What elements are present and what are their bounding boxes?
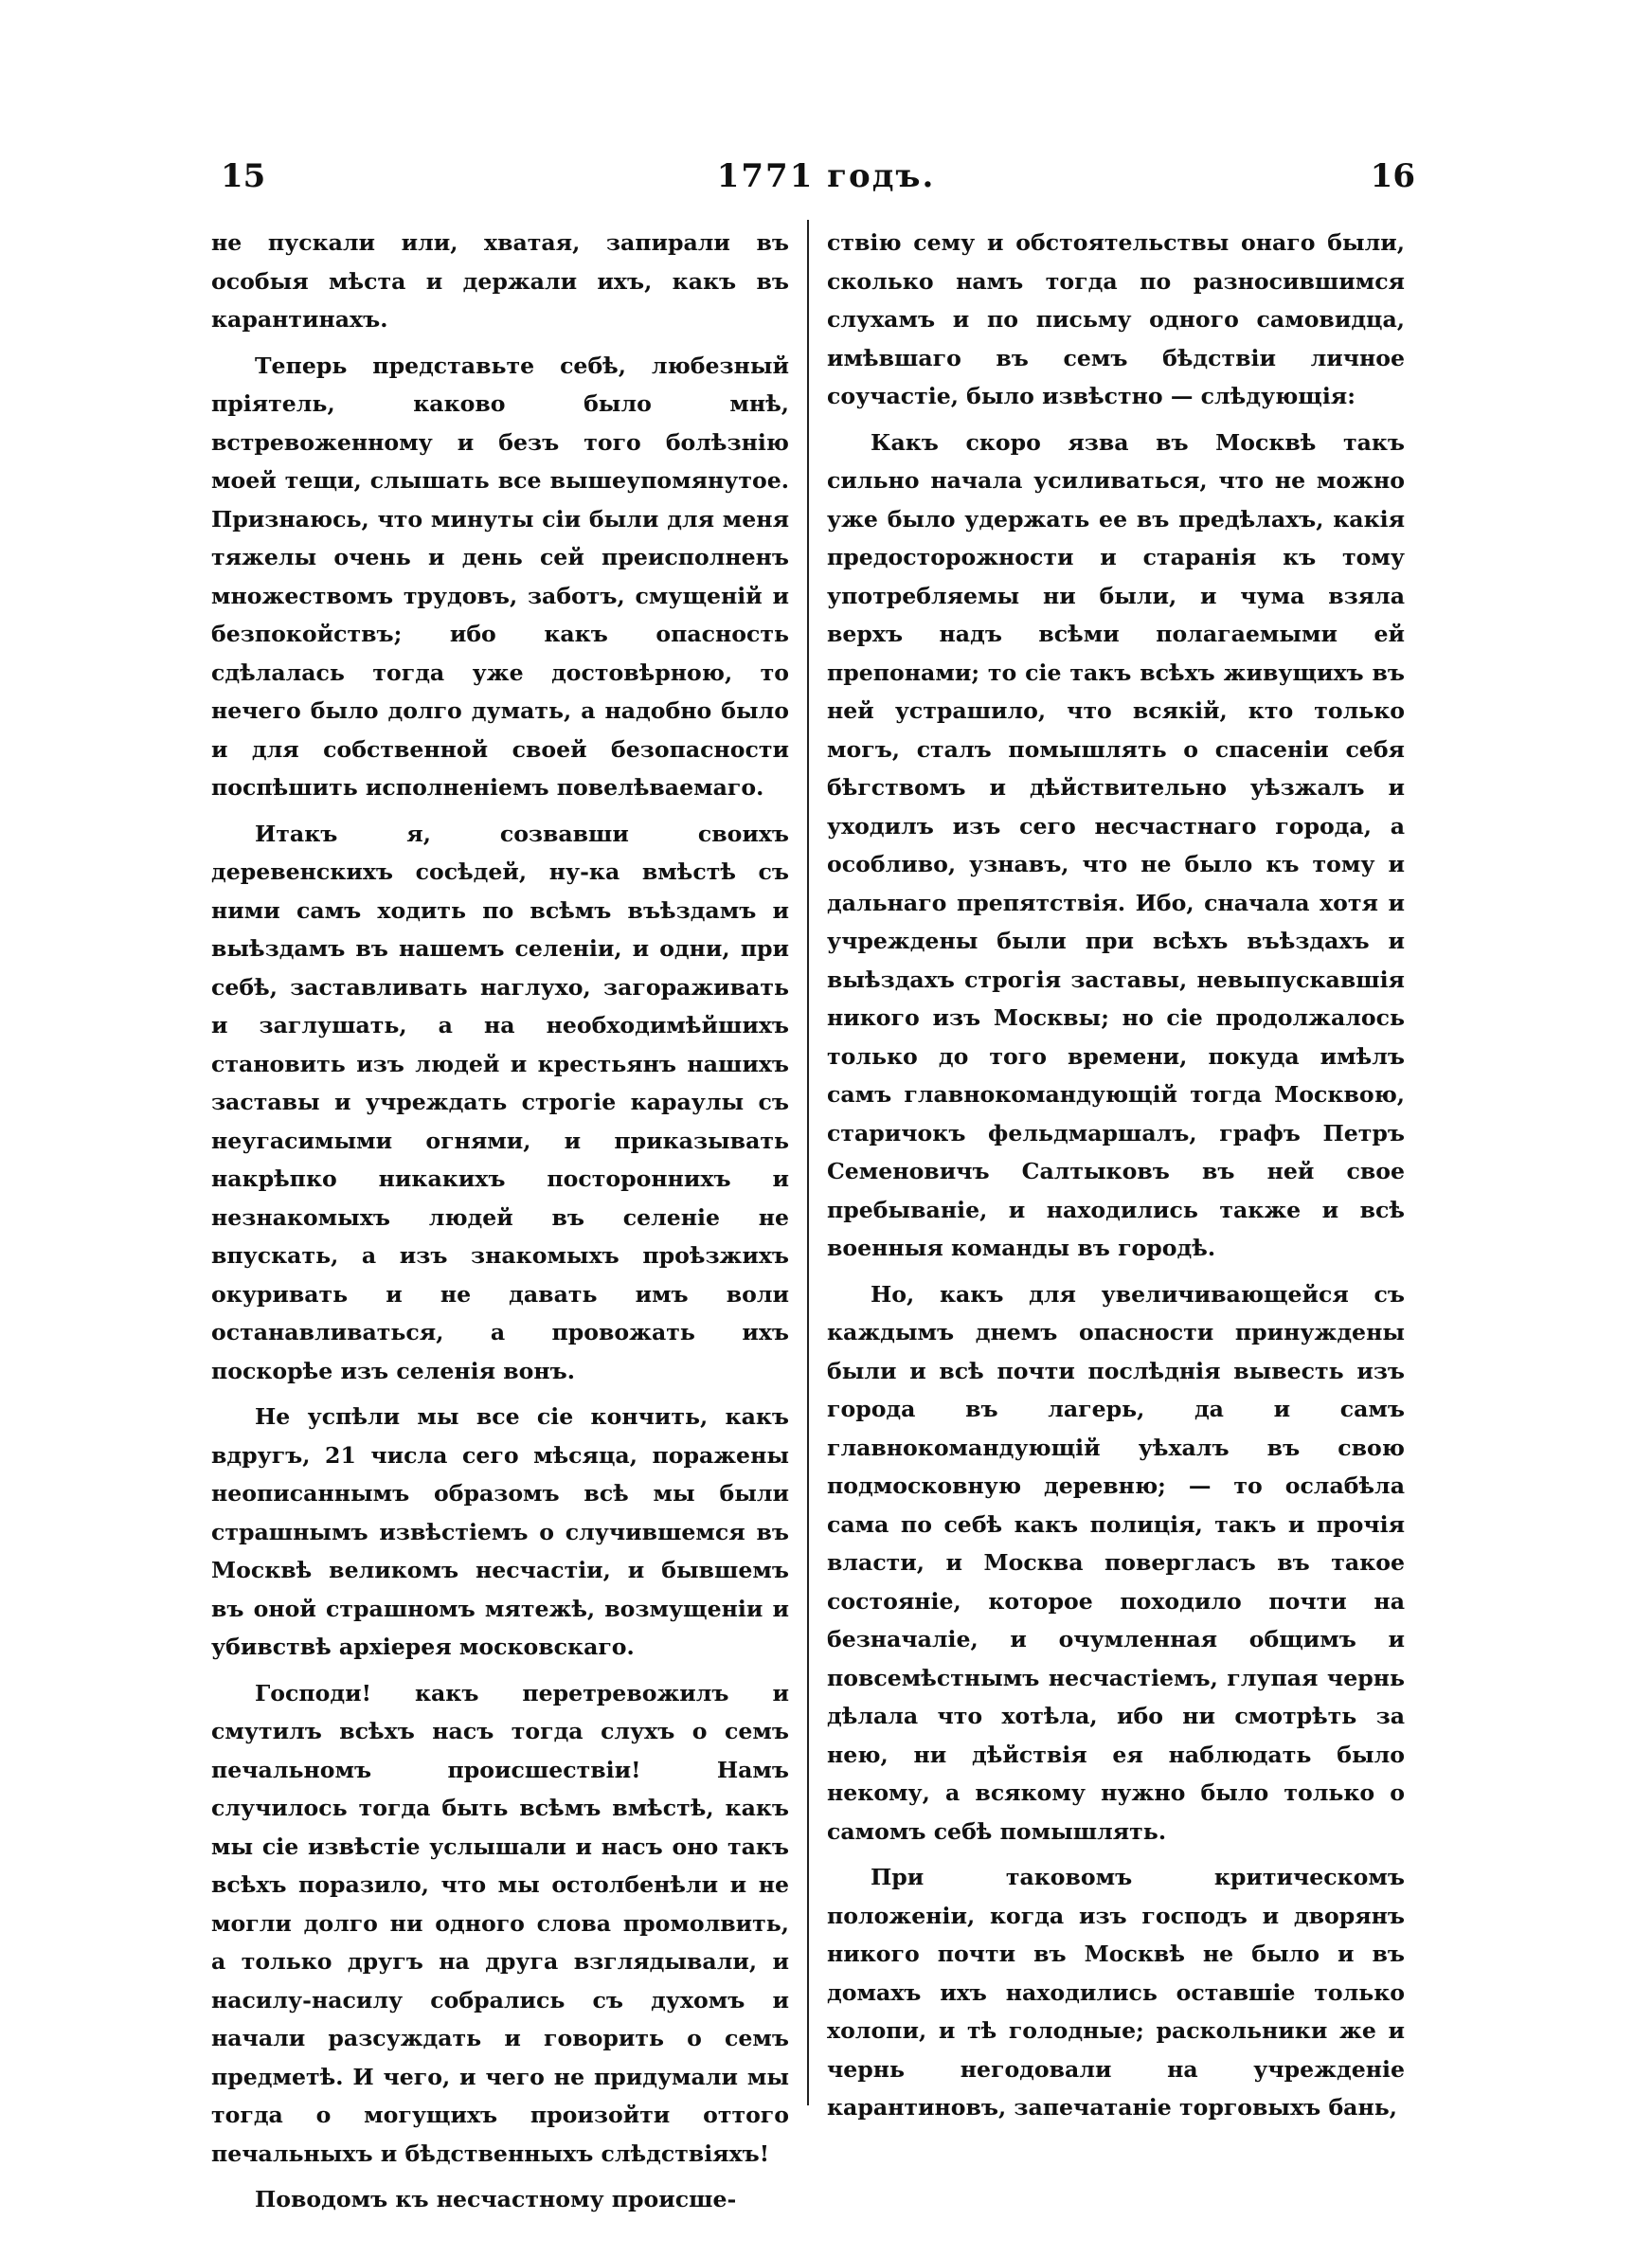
paragraph: Поводомъ къ несчастному происше- xyxy=(255,2186,737,2212)
left-text-column xyxy=(211,224,789,2212)
right-text-column xyxy=(827,224,1405,2147)
paragraph: Но, какъ для увеличивающейся съ каждымъ днемъ опасности принуждены были и всѣ почти послѣднія вывесть изъ города въ лагерь, да и самъ главнокомандующій уѣхалъ въ свою подмосковную деревню; — то ослабѣла сама по себѣ какъ полиція, такъ и прочія власти, и Москва повергласъ въ такое состояніе, которое походило почти на безначаліе, и очумленная общимъ и повсемѣстнымъ несчастіемъ, глупая чернь дѣлала что хотѣла, ибо ни смотрѣть за нею, ни дѣйствія ея наблюдать было некому, а всякому нужно было только о самомъ себѣ помышлять. xyxy=(827,1280,1405,1845)
paragraph: При таковомъ критическомъ положеніи, когда изъ господъ и дворянъ никого почти въ Москвѣ не было и въ домахъ ихъ находились оставшіе только холопи, и тѣ голодные; раскольники же и чернь негодовали на учрежденіе карантиновъ, запечатаніе торговыхъ бань, xyxy=(827,1864,1405,2121)
running-title: 1771 годъ. xyxy=(716,157,936,195)
paragraph: ствію сему и обстоятельствы онаго были, сколько намъ тогда по разносившимся слухамъ и по письму одного самовидца, имѣвшаго въ семъ бѣдствіи личное соучастіе, было извѣстно — слѣдующія: xyxy=(827,229,1405,409)
paragraph: Какъ скоро язва въ Москвѣ такъ сильно начала усиливаться, что не можно уже было удержать ее въ предѣлахъ, какія предосторожности и старанія къ тому употребляемы ни были, и чума взяла верхъ надъ всѣми полагаемыми ей препонами; то сіе такъ всѣхъ живущихъ въ ней устрашило, что всякій, кто только могъ, сталъ помышлять о спасеніи себя бѣгствомъ и дѣйствительно уѣзжалъ и уходилъ изъ сего несчастнаго города, а особливо, узнавъ, что не было къ тому и дальнаго препятствія. Ибо, сначала хотя и учреждены были при всѣхъ въѣздахъ и выѣздахъ строгія заставы, невыпускавшія никого изъ Москвы; но сіе продолжалось только до того времени, покуда имѣлъ самъ главнокомандующій тогда Москвою, старичокъ фельдмаршалъ, графъ Петръ Семеновичъ Салтыковъ въ ней свое пребываніе, и находились также и всѣ военныя команды въ городѣ. xyxy=(827,428,1405,1261)
paragraph: Итакъ я, созвавши своихъ деревенскихъ сосѣдей, ну-ка вмѣстѣ съ ними самъ ходить по всѣмъ въѣздамъ и выѣздамъ въ нашемъ селеніи, и одни, при себѣ, заставливать наглухо, загораживать и заглушать, а на необходимѣйшихъ становить изъ людей и крестьянъ нашихъ заставы и учреждать строгіе караулы съ неугасимыми огнями, и приказывать накрѣпко никакихъ постороннихъ и незнакомыхъ людей въ селеніе не впускать, а изъ знакомыхъ проѣзжихъ окуривать и не давать имъ воли останавливаться, а провожать ихъ поскорѣе изъ селенія вонъ. xyxy=(211,820,789,1384)
paragraph: Теперь представьте себѣ, любезный пріятель, каково было мнѣ, встревоженному и безъ того болѣзнію моей тещи, слышать все вышеупомянутое. Признаюсь, что минуты сіи были для меня тяжелы очень и день сей преисполненъ множествомъ трудовъ, заботъ, смущеній и безпокойствъ; ибо какъ опасность сдѣлалась тогда уже достовѣрною, то нечего было долго думать, а надобно было и для собственной своей безопасности поспѣшить исполненіемъ повелѣваемаго. xyxy=(211,352,789,801)
paragraph: Не успѣли мы все сіе кончить, какъ вдругъ, 21 числа сего мѣсяца, поражены неописаннымъ образомъ всѣ мы были страшнымъ извѣстіемъ о случившемся въ Москвѣ великомъ несчастіи, и бывшемъ въ оной страшномъ мятежѣ, возмущеніи и убивствѣ архіерея московскаго. xyxy=(211,1403,789,1660)
page-number-right: 16 xyxy=(1370,157,1415,195)
paragraph: Господи! какъ перетревожилъ и смутилъ всѣхъ насъ тогда слухъ о семъ печальномъ происшествіи! Намъ случилось тогда быть всѣмъ вмѣстѣ, какъ мы сіе извѣстіе услышали и насъ оно такъ всѣхъ поразило, что мы остолбенѣли и не могли долго ни одного слова промолвить, а только другъ на друга взглядывали, и насилу-насилу собрались съ духомъ и начали разсуждать и говорить о семъ предметѣ. И чего, и чего не придумали мы тогда о могущихъ произойти оттого печальныхъ и бѣдственныхъ слѣдствіяхъ! xyxy=(211,1679,789,2167)
page-number-left: 15 xyxy=(221,157,266,195)
column-divider xyxy=(807,220,809,2105)
paragraph: не пускали или, хватая, запирали въ особыя мѣста и держали ихъ, какъ въ карантинахъ. xyxy=(211,229,789,333)
